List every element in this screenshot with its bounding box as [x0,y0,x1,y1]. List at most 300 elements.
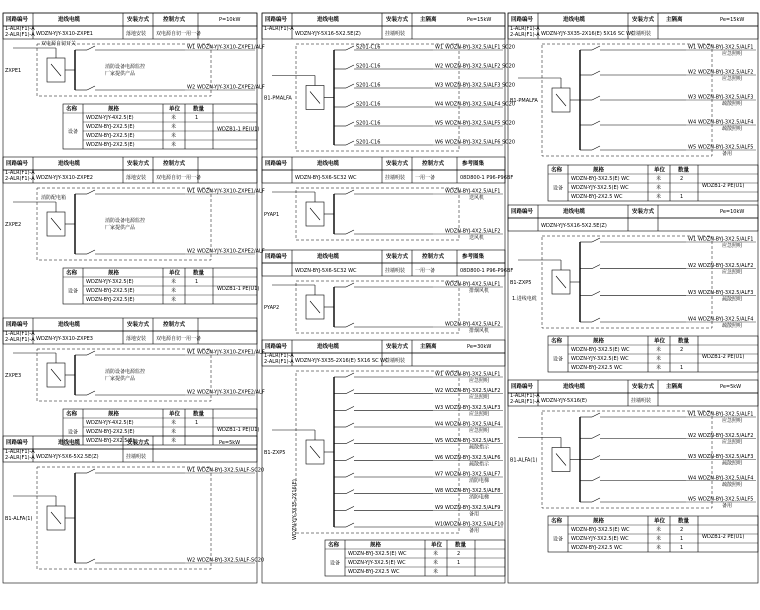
header-cable: 进线电缆 [317,344,340,350]
circuit-cable: WDZN-BYJ-3X2.5/ALF1 [445,371,501,378]
circuit-no: W1 [688,411,697,418]
table-header: 名称 [551,167,563,174]
installed-power: Pe=30kW [467,344,492,350]
incoming-cable: WDZN-BYJ-5X6-SC32 WC [295,268,357,274]
installed-power: Pe=15kW [467,17,492,23]
installed-power: P=10kW [219,17,241,23]
circuit-load: 应急照明 [469,428,490,434]
circuit-cable: WDZN-BYJ-3X2.5/ALF7 [445,471,501,478]
install-mode: 挂墙明装 [385,31,406,37]
header-install: 安装方式 [386,344,409,350]
branch-breaker-rating: S201-C16 [356,139,381,146]
table-remark: WDZB1-1 PE(U1) [217,286,260,292]
header-box-no: 回路编号 [265,17,288,23]
table-cell-qty: 1 [195,420,199,426]
circuit-load: 疏散指示 [469,444,490,451]
circuit-cable: WDZN-BYJ-3X2.5/ALF2 [698,263,754,270]
circuit-cable: WDZN-BYJ-3X2.5/ALF2 [445,388,501,395]
header-box-no: 回路编号 [265,161,288,167]
circuit-no: W2 [688,69,697,76]
table-header: 单位 [654,167,666,174]
table-header: 规格 [108,411,120,418]
table-cell-qty: 1 [680,545,684,551]
header-ctrl: 控制方式 [163,17,186,23]
header-cable: 进线电缆 [563,17,586,23]
table-cell-unit: 米 [433,560,439,566]
circuit-cable: WDZN-BYJ-3X2.5/ALF3 SC20 [445,82,516,89]
header-ctrl: 控制方式 [163,161,186,167]
header-box-no: 回路编号 [6,161,29,167]
table-group-label: 设备 [330,560,341,567]
header-ctrl: 控制方式 [163,322,186,328]
table-header: 规格 [108,270,120,277]
header-box-no: 回路编号 [511,17,534,23]
panel-code: B1-ALFA(1) [510,457,538,464]
circuit-no: W4 [435,421,444,428]
header-cable: 进线电缆 [563,209,586,215]
table-cell-unit: 米 [656,365,662,371]
header-cable: 进线电缆 [317,254,340,260]
header-install: 安装方式 [127,17,150,23]
table-header: 规格 [593,518,605,525]
monitor-note: 消防设备电源监控 [105,369,146,375]
circuit-no: W10 [435,521,447,528]
table-remark: WDZB1-2 PE(U1) [702,534,745,540]
header-isolator: 主隔离 [420,344,437,350]
incoming-cable: WDZN-YJY-3X35-2X16(E) 5X16 SC WC [541,31,635,37]
panel-code: ZXPE2 [5,222,22,228]
header-isolator: 主隔离 [666,384,683,390]
control-mode: 一用一备 [415,268,436,274]
table-header: 名称 [551,518,563,525]
circuit-no: W2 [435,388,444,395]
table-cell-qty: 1 [680,365,684,371]
table-cell-qty: 1 [680,536,684,542]
table-remark: WDZB1-2 PE(U1) [702,183,745,189]
panel-id: 2-ALR(F1)-A [510,399,540,405]
table-cell-spec: WDZN-BYJ-2X2.5 WC [348,569,400,575]
table-cell-unit: 米 [171,420,177,426]
circuit-cable: WDZN-YJY-3X10-ZXPE1/ALF [197,188,265,195]
header-box-no: 回路编号 [6,440,29,446]
table-remark: WDZB1-1 PE(U1) [217,427,260,433]
circuit-no: W3 [435,404,444,411]
circuit-load: 疏散照明 [722,481,743,488]
header-install: 安装方式 [632,384,655,390]
install-mode: 落地安装 [126,31,147,37]
installed-power: Pe=5kW [720,384,742,390]
circuit-load: 备用 [722,151,733,157]
circuit-load: 消防电梯 [469,494,490,501]
circuit-cable: WDZN-BYJ-3X2.5/ALF6 [445,454,501,461]
circuit-no: W3 [688,94,697,101]
panel-id: 1-ALR(F1)-A [510,393,540,399]
header-ctrl: 控制方式 [422,254,445,260]
circuit-load: 应急照明 [722,269,743,276]
circuit-cable: WDZN-BYJ-3X2.5/ALF-SC20 [197,467,265,474]
circuit-cable: WDZN-BYJ-3X2.5/ALF4 [698,119,754,126]
table-cell-qty: 1 [680,194,684,200]
install-mode: 挂墙明装 [126,454,147,460]
panel-code: ZXPE1 [5,68,22,74]
circuit-no: W5 [435,120,444,127]
circuit-load: 送风机 [469,195,485,201]
install-mode: 挂墙明装 [385,268,406,274]
table-header: 单位 [431,542,443,549]
circuit-no: W2 [187,557,196,564]
table-cell-spec: WDZN-BYJ-3X2.5(E) WC [571,176,630,182]
table-cell-qty: 2 [680,176,684,182]
header-cable: 进线电缆 [58,440,81,446]
installed-power: Pe=10kW [720,209,745,215]
table-cell-spec: WDZN-BYJ-2X2.5(E) [86,429,135,435]
table-header: 数量 [455,542,467,549]
circuit-load: 疏散照明 [722,460,743,467]
panel-id: 1-ALR(F1)-A [5,331,35,337]
monitor-note: 消防设备电源监控 [105,218,146,224]
circuit-cable: WDZN-BYJ-3X2.5/ALF-SC20 [197,557,265,564]
feeder-label: 1.进线电缆 [512,296,537,302]
install-mode: 落地安装 [126,336,147,342]
circuit-no: W2 [187,84,196,91]
control-mode: 一用一备 [415,175,436,181]
install-mode: 挂墙明装 [385,358,406,364]
reference-atlas: 08D800-1 P96-P96BF [460,175,514,181]
panel-code: B1-PMALFA [264,95,292,102]
table-cell-unit: 米 [656,536,662,542]
branch-breaker-rating: S201-C16 [356,101,381,108]
circuit-load: 应急照明 [722,51,743,57]
panel-code: PYAP1 [264,212,280,218]
table-cell-unit: 米 [171,279,177,285]
table-cell-unit: 米 [656,347,662,353]
circuit-cable: WDZN-BYJ-3X2.5/ALF6 SC20 [445,139,516,146]
table-group-label: 设备 [68,129,79,135]
table-cell-unit: 米 [656,527,662,533]
table-cell-unit: 米 [171,288,177,294]
circuit-load: 应急照明 [469,378,490,384]
circuit-load: 应急照明 [722,243,743,249]
circuit-cable: WDZN-BYJ-3X2.5/ALF2 [698,432,754,439]
table-cell-unit: 米 [656,194,662,200]
table-header: 规格 [593,338,605,345]
table-header: 规格 [108,106,120,113]
table-header: 数量 [193,270,205,277]
install-mode: 落地安装 [126,175,147,181]
header-box-no: 回路编号 [265,254,288,260]
circuit-cable: WDZN-BYJ-3X2.5/ALF9 [445,504,501,511]
monitor-note: 厂家提供产品 [105,225,136,231]
panel-id: 1-ALR(F1)-A [5,449,35,455]
circuit-load: 消防电梯 [469,478,490,484]
circuit-no: W3 [435,82,444,89]
table-remark: WDZB1-2 PE(U1) [702,354,745,360]
monitor-note: 厂家提供产品 [105,376,136,382]
incoming-cable: WDZN-YJY-3X35-2X16(E) 5X16 SC WC [295,358,389,364]
install-mode: 挂墙明装 [631,398,652,404]
circuit-cable: WDZN-YJY-3X10-ZXPE1/ALF [197,44,265,51]
circuit-load: 应急照明 [722,439,743,446]
circuit-no: W4 [688,475,697,482]
circuit-no: W1 [688,236,697,243]
circuit-no: W2 [688,432,697,439]
table-group-label: 设备 [68,429,79,436]
incoming-cable: WDZN-YJY-5X16(E) [541,398,587,404]
table-cell-unit: 米 [171,438,177,444]
table-cell-spec: WDZN-BYJ-2X2.5(E) [86,133,135,139]
device-label: 双电源自切开关 [41,41,77,47]
panel-id: 2-ALR(F1)-A [5,337,35,343]
table-cell-spec: WDZN-BYJ-2X2.5(E) [86,142,135,148]
circuit-no: W4 [688,119,697,126]
table-cell-spec: WDZN-BYJ-2X2.5 WC [571,194,623,200]
header-install: 安装方式 [127,322,150,328]
panel-id: 1-ALR(F1)-A [5,26,35,32]
header-ref: 参考图集 [462,161,485,167]
circuit-cable: WDZN-BYJ-3X2.5/ALF4 [698,316,754,323]
table-cell-spec: WDZN-BYJ-2X2.5(E) [86,438,135,444]
panel-code: ZXPE3 [5,373,22,379]
panel-id: 2-ALR(F1)-A [264,359,294,365]
install-mode: 挂墙明装 [385,175,406,181]
panel-code: PYAP2 [264,305,280,311]
table-header: 数量 [193,411,205,418]
header-install: 安装方式 [127,440,150,446]
table-header: 单位 [169,270,181,277]
circuit-cable: WDZN-YJY-3X10-ZXPE2/ALF [197,84,265,91]
header-cable: 进线电缆 [58,17,81,23]
header-install: 安装方式 [127,161,150,167]
panel-id: 2-ALR(F1)-A [510,32,540,38]
circuit-load: 应急照明 [722,418,743,424]
incoming-cable: WDZN-YJY-3X10-ZXPE2 [36,175,93,181]
header-cable: 进线电缆 [58,161,81,167]
panel-id: 1-ALR(F1)-A [264,26,294,32]
table-cell-unit: 米 [433,551,439,557]
table-cell-spec: WDZN-BYJ-2X2.5 WC [571,365,623,371]
panel-id: 1-ALR(F1)-A [510,26,540,32]
table-header: 数量 [678,167,690,174]
circuit-cable: WDZN-BYJ-3X2.5/ALF5 SC20 [445,120,516,127]
table-cell-unit: 米 [171,429,177,435]
header-box-no: 回路编号 [6,322,29,328]
header-cable: 进线电缆 [58,322,81,328]
circuit-load: 备用 [722,503,733,509]
table-header: 名称 [551,338,563,345]
header-box-no: 回路编号 [511,384,534,390]
table-cell-spec: WDZN-YJY-4X2.5(E) [86,420,134,426]
circuit-no: W1 [688,44,697,51]
circuit-cable: WDZN-BYJ-4X2.5/ALF1 [445,281,501,288]
circuit-load: 疏散照明 [722,126,743,132]
circuit-no: W9 [435,504,444,511]
circuit-no: W5 [688,496,697,503]
circuit-cable: WDZN-BYJ-3X2.5/ALF3 [698,289,754,296]
circuit-no: W5 [435,438,444,445]
control-mode: 双电源自切一用一备 [156,31,202,37]
table-cell-spec: WDZN-YJY-3X2.5(E) WC [571,356,629,362]
table-header: 单位 [169,106,181,113]
circuit-no: W1 [435,371,444,378]
circuit-cable: WDZN-BYJ-4X2.5/ALF2 [445,321,501,328]
header-cable: 进线电缆 [317,161,340,167]
control-mode: 双电源自切一用一备 [156,175,202,181]
header-install: 安装方式 [386,254,409,260]
header-box-no: 回路编号 [6,17,29,23]
circuit-cable: WDZN-BYJ-3X2.5/ALF1 [698,411,754,418]
header-install: 安装方式 [386,161,409,167]
circuit-cable: WDZN-BYJ-3X2.5/ALF10 [445,521,504,528]
circuit-no: W2 [435,63,444,70]
circuit-cable: WDZN-BYJ-3X2.5/ALF1 [698,236,754,243]
panel-id: 1-ALR(F1)-A [264,353,294,359]
table-header: 单位 [169,411,181,418]
circuit-no: W7 [435,471,444,478]
panel-code: B1-PMALFA [510,98,538,104]
branch-breaker-rating: S201-C16 [356,120,381,127]
circuit-no: W3 [688,289,697,296]
table-cell-unit: 米 [656,185,662,191]
table-remark: WDZB1-1 PE(U1) [217,126,260,133]
circuit-load: 排烟风机 [469,328,490,334]
header-isolator: 主隔离 [666,17,683,23]
circuit-no: W4 [435,101,444,108]
circuit-no: W6 [435,139,444,146]
circuit-no: W2 [187,389,196,396]
table-cell-spec: WDZN-BYJ-2X2.5 WC [571,545,623,551]
circuit-no: W1 [187,467,196,474]
circuit-no: W2 [187,248,196,255]
incoming-cable: WDZN-YJY-3X10-ZXPE3 [36,336,93,342]
monitor-note: 厂家提供产品 [105,71,136,77]
circuit-cable: WDZN-BYJ-3X2.5/ALF2 SC20 [445,63,516,70]
table-cell-unit: 米 [171,133,177,139]
monitor-note: 消防设备电源监控 [105,64,146,70]
circuit-no: W5 [688,144,697,151]
table-cell-spec: WDZN-BYJ-2X2.5(E) [86,124,135,130]
circuit-load: 疏散指示 [469,461,490,468]
header-install: 安装方式 [632,209,655,215]
table-cell-qty: 1 [457,560,461,566]
table-cell-qty: 2 [680,527,684,533]
table-header: 数量 [678,338,690,345]
circuit-cable: WDZN-BYJ-3X2.5/ALF4 SC20 [445,101,516,108]
table-header: 数量 [193,106,205,113]
panel-id: 2-ALR(F1)-A [5,32,35,38]
header-install: 安装方式 [386,17,409,23]
table-cell-spec: WDZN-YJY-3X2.5(E) WC [571,536,629,542]
table-cell-spec: WDZN-YJY-3X2.5(E) WC [571,185,629,191]
header-box-no: 回路编号 [265,344,288,350]
table-header: 名称 [66,270,78,277]
circuit-load: 应急照明 [469,411,490,418]
header-ref: 参考图集 [462,254,485,260]
circuit-cable: WDZN-BYJ-3X2.5/ALF4 [445,421,501,428]
circuit-no: W1 [187,349,196,356]
circuit-cable: WDZN-BYJ-3X2.5/ALF2 [698,69,754,76]
table-cell-spec: WDZN-YJY-4X2.5(E) [86,115,134,121]
table-header: 名称 [66,106,78,113]
table-cell-spec: WDZN-BYJ-3X2.5(E) WC [348,551,407,557]
header-ctrl: 控制方式 [422,161,445,167]
table-cell-spec: WDZN-BYJ-3X2.5(E) WC [571,527,630,533]
branch-breaker-rating: S201-C16 [356,63,381,70]
table-header: 单位 [654,338,666,345]
incoming-cable: WDZN-BYJ-5X6-SC32 WC [295,175,357,181]
circuit-load: 疏散照明 [722,323,743,329]
circuit-no: W2 [688,263,697,270]
table-cell-unit: 米 [171,115,177,121]
panel-code: B1-ZXP5 [510,280,532,286]
panel-code: B1-ALFA(1) [5,516,33,522]
circuit-no: W1 [187,188,196,195]
table-header: 规格 [593,167,605,174]
header-cable: 进线电缆 [317,17,340,23]
table-cell-unit: 米 [171,124,177,130]
circuit-cable: WDZN-BYJ-3X2.5/ALF3 [698,454,754,460]
installed-power: Pe=5kW [219,440,241,446]
circuit-cable: WDZN-BYJ-3X2.5/ALF3 [445,404,501,411]
installed-power: Pe=15kW [720,17,745,23]
panel-id: 2-ALR(F1)-A [5,176,35,182]
panel-code: B1-ZXP5 [264,450,286,456]
incoming-cable: WDZN-YJY-5X16-5X2.5E(Z) [541,223,607,229]
circuit-cable: WDZN-BYJ-3X2.5/ALF5 [698,496,754,503]
circuit-cable: WDZN-BYJ-3X2.5/ALF8 [445,488,501,495]
circuit-cable: WDZN-BYJ-3X2.5/ALF1 [698,44,754,51]
circuit-cable: WDZN-YJY-3X10-ZXPE1/ALF [197,349,265,356]
panel-id: 2-ALR(F1)-A [5,455,35,461]
panel-id: 1-ALR(F1)-A [5,170,35,176]
table-cell-unit: 米 [656,545,662,551]
header-isolator: 主隔离 [420,17,437,23]
circuit-no: W3 [688,454,697,460]
table-cell-qty: 2 [457,551,461,557]
header-cable: 进线电缆 [563,384,586,390]
table-cell-qty: 1 [195,279,199,285]
circuit-load: 疏散照明 [722,296,743,303]
table-group-label: 设备 [553,185,564,192]
table-cell-spec: WDZN-YJY-3X2.5(E) [86,279,134,285]
install-mode: 挂墙明装 [631,31,652,37]
table-cell-spec: WDZN-BYJ-3X2.5(E) WC [571,347,630,353]
header-box-no: 回路编号 [511,209,534,215]
table-header: 数量 [678,518,690,525]
table-header: 规格 [370,542,382,549]
circuit-cable: WDZN-BYJ-4X2.5/ALF1 [445,188,501,195]
circuit-cable: WDZN-BYJ-3X2.5/ALF3 [698,94,754,101]
circuit-cable: WDZN-YJY-3X10-ZXPE2/ALF [197,389,265,396]
circuit-load: 疏散照明 [722,101,743,107]
table-group-label: 设备 [553,536,564,543]
table-header: 单位 [654,518,666,525]
circuit-cable: WDZN-BYJ-4X2.5/ALF2 [445,228,501,235]
circuit-no: W4 [688,316,697,323]
branch-breaker-rating: S201-C16 [356,82,381,89]
table-header: 名称 [66,411,78,418]
table-cell-qty: 1 [195,115,199,121]
incoming-cable: WDZN-YJY-3X10-ZXPE1 [36,31,93,37]
circuit-load: 排烟风机 [469,288,490,294]
reference-atlas: 08D800-1 P96-P96BF [460,268,514,274]
circuit-cable: WDZN-BYJ-3X2.5/ALF1 SC20 [445,44,516,51]
circuit-load: 应急照明 [722,76,743,82]
incoming-cable: WDZN-YJY-5X16-5X2.5E(Z) [295,31,361,37]
circuit-cable: WDZN-BYJ-3X2.5/ALF4 [698,475,754,482]
circuit-cable: WDZN-BYJ-3X2.5/ALF5 [698,144,754,151]
control-mode: 双电源自切一用一备 [156,336,202,342]
circuit-load: 应急照明 [469,394,490,401]
